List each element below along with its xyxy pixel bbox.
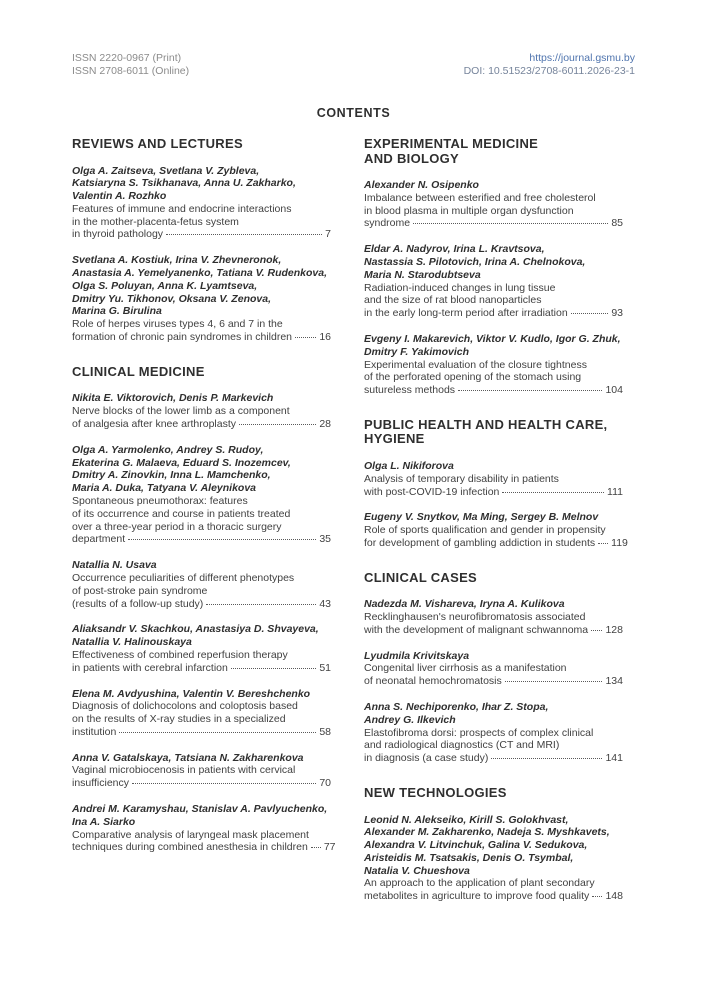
section-heading	[72, 365, 331, 380]
section-heading	[72, 137, 331, 152]
doi-link[interactable]: DOI: 10.51523/2708-6011.2026-23-1	[463, 65, 635, 77]
title-line	[72, 533, 331, 546]
title-text: insufficiency	[72, 777, 130, 790]
issn-block	[72, 52, 189, 78]
link-block	[464, 52, 635, 78]
author-line: Elena M. Avdyushina, Valentin V. Bereshchenko	[72, 687, 311, 700]
toc-entry	[364, 814, 623, 904]
journal-url-link[interactable]: https://journal.gsmu.by	[529, 52, 635, 64]
author-line: Anastasia A. Yemelyanenko, Tatiana V. Rudenkova,	[72, 267, 328, 280]
entry-authors	[72, 444, 331, 495]
entry-authors	[364, 814, 623, 878]
author-line: Evgeny I. Makarevich, Viktor V. Kudlo, Igor G. Zhuk,	[364, 332, 621, 345]
author-line: Natalia V. Chueshova	[364, 864, 470, 877]
author-line: Leonid N. Alekseiko, Kirill S. Golokhvast,	[364, 813, 569, 826]
title-line: Comparative analysis of laryngeal mask placement	[72, 828, 309, 841]
title-line: Elastofibroma dorsi: prospects of complex clinical	[364, 726, 594, 739]
title-line: Effectiveness of combined reperfusion therapy	[72, 648, 288, 661]
author-line: Lyudmila Krivitskaya	[364, 649, 470, 662]
title-line	[72, 228, 331, 241]
entry-authors	[364, 243, 623, 281]
dot-leader	[231, 668, 316, 669]
page-number: 77	[323, 841, 336, 854]
toc-entry	[364, 179, 623, 230]
title-line: Imbalance between esterified and free cholesterol	[364, 191, 596, 204]
toc-column-left	[72, 136, 336, 916]
author-line: Eugeny V. Snytkov, Ma Ming, Sergey B. Melnov	[364, 511, 599, 524]
toc-entry	[72, 165, 331, 242]
title-line	[364, 624, 623, 637]
entry-title	[72, 495, 331, 546]
entry-authors	[72, 559, 331, 572]
entry-title	[72, 828, 336, 855]
title-line: and the size of rat blood nanoparticles	[364, 294, 542, 307]
title-line: of the perforated opening of the stomach using	[364, 371, 582, 384]
author-line: Dmitry F. Yakimovich	[364, 345, 470, 358]
title-text: of neonatal hemochromatosis	[364, 675, 502, 688]
author-line: Olga L. Nikiforova	[364, 459, 454, 472]
section-heading-line: NEW TECHNOLOGIES	[364, 785, 507, 800]
title-line: Experimental evaluation of the closure tightness	[364, 358, 587, 371]
page-number: 7	[325, 228, 331, 241]
entry-title	[364, 611, 623, 637]
dot-leader	[502, 492, 604, 493]
dot-leader	[311, 847, 321, 848]
author-line: Katsiaryna S. Tsikhanava, Anna U. Zakharko,	[72, 177, 296, 190]
dot-leader	[505, 681, 603, 682]
toc-entry	[72, 623, 331, 674]
toc-entry	[364, 333, 623, 397]
title-line: Occurrence peculiarities of different phenotypes	[72, 571, 295, 584]
title-line	[72, 598, 331, 611]
author-line: Dmitry A. Zinovkin, Inna L. Mamchenko,	[72, 469, 271, 482]
page-number: 141	[605, 752, 623, 765]
author-line: Olga A. Zaitseva, Svetlana V. Zybleva,	[72, 164, 260, 177]
title-text: in patients with cerebral infarction	[72, 661, 228, 674]
page-header	[72, 52, 635, 78]
dot-leader	[166, 234, 322, 235]
dot-leader	[119, 732, 316, 733]
author-line: Natallia N. Usava	[72, 559, 157, 572]
page-number: 111	[607, 485, 623, 498]
entry-title	[72, 405, 331, 431]
page-number: 134	[605, 675, 623, 688]
author-line: Ina A. Siarko	[72, 815, 136, 828]
title-line	[72, 726, 331, 739]
entry-title	[364, 473, 623, 499]
contents-title: CONTENTS	[316, 106, 391, 120]
author-line: Olga A. Yarmolenko, Andrey S. Rudoy,	[72, 443, 264, 456]
toc-entry	[364, 511, 628, 549]
page-number: 119	[611, 536, 628, 549]
section-heading-line: EXPERIMENTAL MEDICINE	[364, 136, 539, 151]
section-heading	[364, 137, 623, 166]
entry-title	[72, 764, 331, 790]
entry-authors	[364, 460, 623, 473]
dot-leader	[239, 424, 316, 425]
section-heading-line: CLINICAL CASES	[364, 569, 478, 585]
title-text: sutureless methods	[364, 384, 456, 397]
title-line: Vaginal microbiocenosis in patients with cervical	[72, 764, 296, 777]
entry-title	[364, 359, 623, 397]
toc-entry	[364, 650, 623, 688]
toc-entry	[72, 392, 331, 430]
author-line: Nastassia S. Pilotovich, Irina A. Chelnokova,	[364, 255, 586, 268]
author-line: Alexandra V. Litvinchuk, Galina V. Sedukova,	[364, 839, 588, 852]
entry-authors	[364, 179, 623, 192]
toc-entry	[72, 254, 331, 344]
dot-leader	[491, 758, 602, 759]
title-line: Spontaneous pneumothorax: features	[72, 494, 248, 507]
section-heading	[364, 786, 623, 801]
entry-authors	[364, 701, 623, 727]
entry-title	[72, 203, 331, 241]
section-heading-line: AND BIOLOGY	[364, 150, 460, 166]
entry-authors	[72, 688, 331, 701]
title-line: in the mother-placenta-fetus system	[72, 215, 239, 228]
page-number: 128	[605, 623, 623, 636]
title-line: in blood plasma in multiple organ dysfunction	[364, 204, 574, 217]
entry-title	[364, 727, 623, 765]
author-line: Andrei M. Karamyshau, Stanislav A. Pavlyuchenko,	[72, 803, 328, 816]
toc-entry	[364, 460, 623, 498]
title-line	[364, 536, 628, 550]
title-text: department	[72, 533, 126, 546]
author-line: Valentin A. Rozhko	[72, 190, 167, 203]
section-heading	[364, 571, 623, 586]
dot-leader	[571, 313, 609, 314]
title-line	[72, 841, 336, 854]
page-number: 16	[319, 331, 331, 344]
section-heading-line: HYGIENE	[364, 431, 425, 447]
title-line: of its occurrence and course in patients treated	[72, 507, 291, 520]
entry-authors	[72, 752, 331, 765]
page-number: 28	[319, 417, 331, 430]
entry-authors	[72, 803, 331, 829]
author-line: Alexander M. Zakharenko, Nadeja S. Myshkavets,	[364, 826, 610, 839]
author-line: Eldar A. Nadyrov, Irina L. Kravtsova,	[364, 243, 545, 256]
title-line	[364, 384, 623, 397]
title-text: (results of a follow-up study)	[72, 597, 204, 610]
title-line	[72, 418, 331, 431]
author-line: Nikita E. Viktorovich, Denis P. Markevich	[72, 392, 274, 405]
issn-online: ISSN 2708-6011 (Online)	[72, 65, 190, 77]
page-number: 58	[319, 725, 331, 738]
toc-entry	[72, 752, 331, 790]
page-number: 43	[319, 597, 331, 610]
dot-leader	[295, 337, 316, 338]
contents-columns	[72, 136, 628, 916]
title-line: over a three-year period in a thoracic surgery	[72, 520, 282, 533]
dot-leader	[413, 223, 608, 224]
entry-title	[364, 877, 623, 903]
author-line: Andrey G. Ilkevich	[364, 713, 456, 726]
entry-authors	[72, 392, 331, 405]
issn-print: ISSN 2220-0967 (Print)	[72, 52, 182, 64]
title-text: in the early long-term period after irradiation	[364, 307, 568, 320]
title-line: and radiological diagnostics (CT and MRI)	[364, 739, 560, 752]
page-number: 93	[611, 307, 623, 320]
entry-title	[364, 662, 623, 688]
page-number: 104	[605, 384, 623, 397]
title-line	[72, 777, 331, 790]
author-line: Anna S. Nechiporenko, Ihar Z. Stopa,	[364, 701, 549, 714]
entry-authors	[72, 165, 331, 203]
entry-title	[72, 700, 331, 738]
title-text: with post-COVID-19 infection	[364, 485, 500, 498]
page-number: 148	[605, 890, 623, 903]
section-heading-line: REVIEWS AND LECTURES	[72, 136, 243, 151]
title-text: with the development of malignant schwannoma	[364, 623, 589, 636]
title-text: of analgesia after knee arthroplasty	[72, 417, 237, 430]
toc-entry	[364, 701, 623, 765]
section-heading-line: PUBLIC HEALTH AND HEALTH CARE,	[364, 416, 608, 432]
toc-entry	[364, 598, 623, 636]
title-line: Diagnosis of dolichocolons and coloptosis based	[72, 700, 298, 713]
title-text: metabolites in agriculture to improve food quality	[364, 890, 590, 903]
title-line: Nerve blocks of the lower limb as a component	[72, 405, 290, 418]
title-line	[364, 307, 623, 320]
author-line: Maria N. Starodubtseva	[364, 268, 481, 281]
title-line: Radiation-induced changes in lung tissue	[364, 281, 556, 294]
dot-leader	[592, 896, 602, 897]
title-text: in thyroid pathology	[72, 228, 164, 241]
author-line: Natallia V. Halinouskaya	[72, 636, 192, 649]
entry-title	[364, 282, 623, 320]
author-line: Marina G. Birulina	[72, 305, 162, 318]
entry-title	[364, 192, 623, 230]
title-line: Features of immune and endocrine interactions	[72, 202, 292, 215]
entry-authors	[72, 254, 331, 318]
entry-title	[72, 318, 331, 344]
entry-authors	[364, 598, 623, 611]
toc-entry	[72, 559, 331, 610]
page-number: 85	[611, 217, 623, 230]
page-number: 70	[319, 777, 331, 790]
author-line: Alexander N. Osipenko	[364, 179, 479, 191]
entry-title	[72, 649, 331, 675]
toc-entry	[72, 688, 331, 739]
author-line: Ekaterina G. Malaeva, Eduard S. Inozemcev,	[72, 456, 291, 469]
entry-authors	[364, 511, 623, 524]
title-line: An approach to the application of plant secondary	[364, 877, 595, 890]
title-line: Role of herpes viruses types 4, 6 and 7 in the	[72, 318, 283, 331]
title-text: in diagnosis (a case study)	[364, 752, 489, 765]
section-heading-line: CLINICAL MEDICINE	[72, 363, 205, 379]
dot-leader	[128, 539, 316, 540]
title-text: formation of chronic pain syndromes in children	[72, 331, 293, 344]
title-line	[364, 217, 623, 230]
author-line: Nadezda M. Vishareva, Iryna A. Kulikova	[364, 598, 565, 611]
title-text: syndrome	[364, 217, 411, 230]
title-line	[72, 331, 331, 344]
author-line: Anna V. Gatalskaya, Tatsiana N. Zakharenkova	[72, 751, 304, 764]
dot-leader	[591, 630, 602, 631]
dot-leader	[132, 783, 316, 784]
author-line: Olga S. Poluyan, Anna K. Lyamtseva,	[72, 279, 258, 292]
title-text: techniques during combined anesthesia in children	[72, 841, 308, 854]
dot-leader	[458, 390, 602, 391]
toc-entry	[364, 243, 623, 320]
author-line: Aristeidis M. Tsatsakis, Denis O. Tsymbal,	[364, 851, 574, 864]
page-number: 51	[319, 661, 331, 674]
dot-leader	[206, 604, 316, 605]
title-line: of post-stroke pain syndrome	[72, 584, 208, 597]
toc-entry	[72, 444, 331, 546]
section-heading	[364, 418, 623, 447]
title-line	[364, 486, 623, 499]
toc-column-right	[364, 136, 628, 916]
entry-authors	[364, 650, 623, 663]
entry-title	[72, 572, 331, 610]
title-line	[72, 662, 331, 675]
title-line: Recklinghausen's neurofibromatosis associated	[364, 611, 586, 624]
dot-leader	[598, 543, 608, 544]
title-line: Role of sports qualification and gender in propensity	[364, 524, 606, 537]
title-line: Analysis of temporary disability in patients	[364, 472, 559, 485]
title-line	[364, 890, 623, 903]
title-line	[364, 752, 623, 765]
page-number: 35	[319, 533, 331, 546]
entry-authors	[364, 333, 623, 359]
title-text: for development of gambling addiction in students	[364, 536, 596, 549]
author-line: Dmitry Yu. Tikhonov, Oksana V. Zenova,	[72, 292, 271, 305]
title-line: on the results of X-ray studies in a specialized	[72, 713, 286, 726]
author-line: Aliaksandr V. Skachkou, Anastasiya D. Shvayeva,	[72, 623, 319, 636]
title-line: Congenital liver cirrhosis as a manifestation	[364, 662, 567, 675]
toc-entry	[72, 803, 336, 854]
title-line	[364, 675, 623, 688]
title-text: institution	[72, 725, 117, 738]
entry-title	[364, 524, 628, 550]
author-line: Maria A. Duka, Tatyana V. Aleynikova	[72, 482, 257, 495]
entry-authors	[72, 623, 331, 649]
author-line: Svetlana A. Kostiuk, Irina V. Zhevneronok,	[72, 254, 282, 267]
